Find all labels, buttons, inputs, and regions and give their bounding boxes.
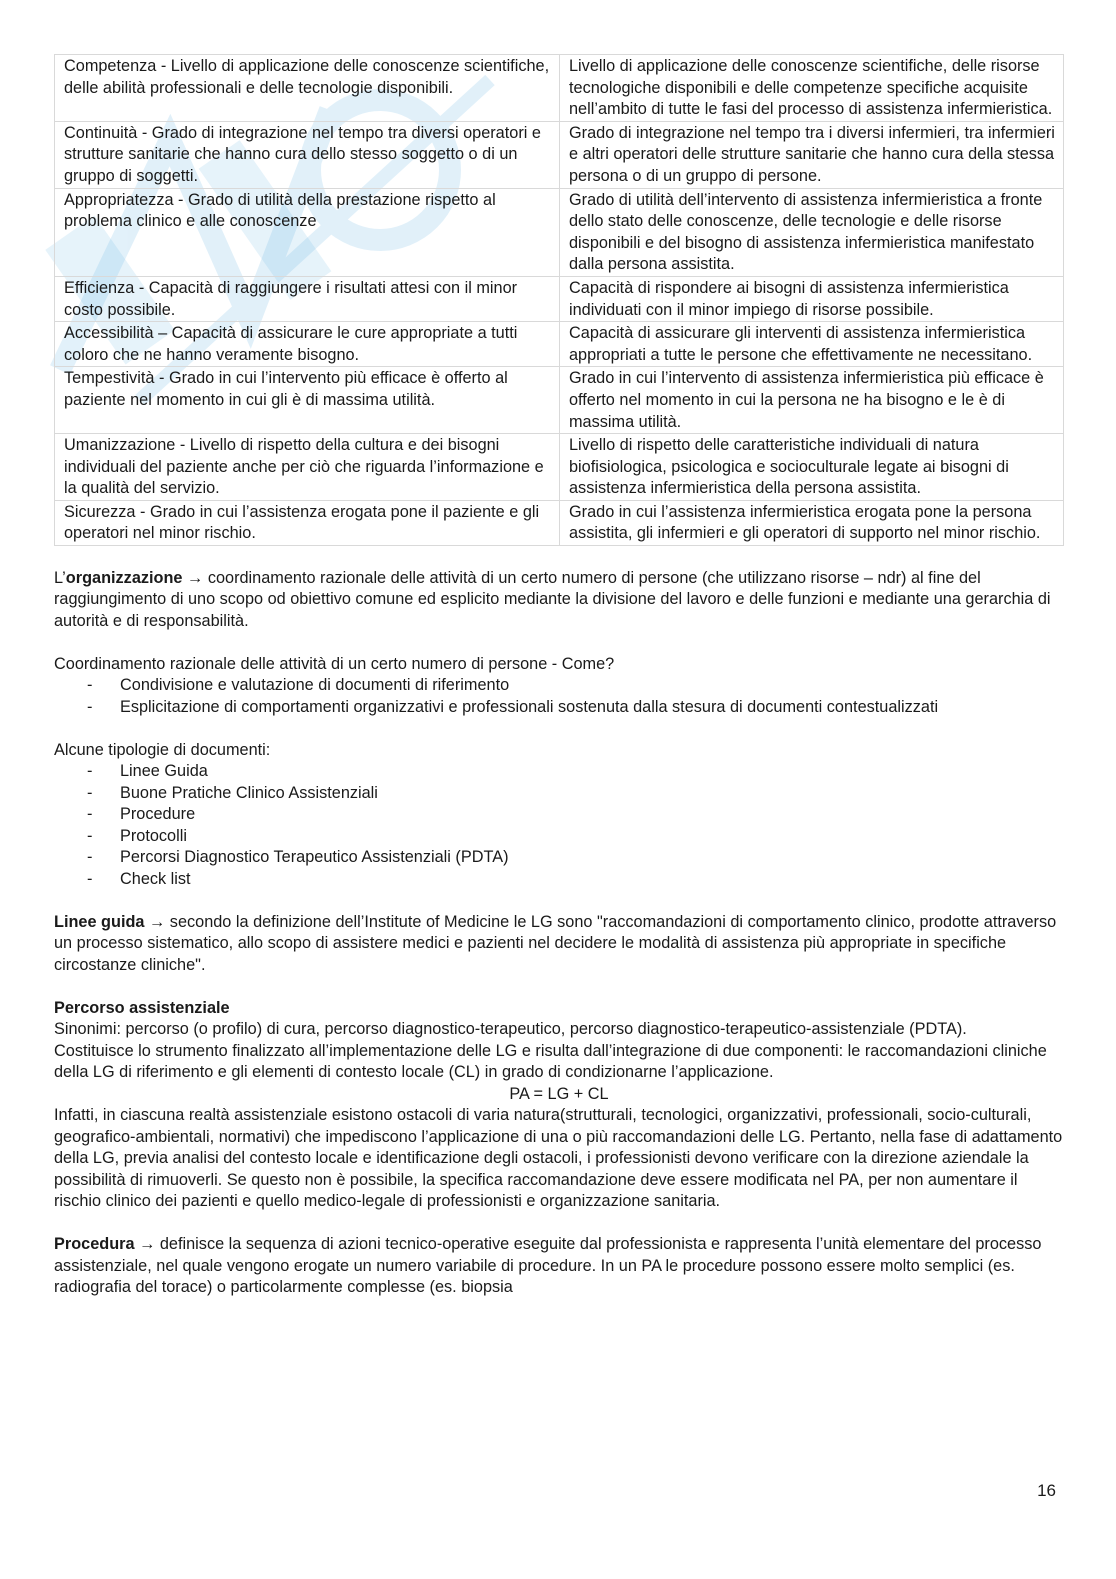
- table-row: [55, 121, 1064, 188]
- table-row: [55, 434, 1064, 501]
- table-cell-nursing-definition: Capacità di assicurare gli interventi di assistenza infermieristica appropriati a tutte le persone che effettivamente ne necessitano.: [560, 322, 1064, 367]
- list-item: - Check list: [54, 869, 1064, 891]
- table-cell-definition: Sicurezza - Grado in cui l’assistenza erogata pone il paziente e gli operatori nel minor rischio.: [55, 500, 560, 545]
- list-item: - Percorsi Diagnostico Terapeutico Assistenziali (PDTA): [54, 847, 1064, 869]
- table-cell-definition: Continuità - Grado di integrazione nel tempo tra diversi operatori e strutture sanitarie che hanno cura dello stesso soggetto o di un gruppo di soggetti.: [55, 121, 560, 188]
- procedura-paragraph: Procedura → definisce la sequenza di azioni tecnico-operative eseguite dal professionista e rappresenta l’unità elementare del processo assistenziale, nel quale vengono erogate un numero variabile di procedure. In un PA le procedure possono essere molto semplici (es. radiografia del torace) o particolarmente complesse (es. biopsia: [54, 1235, 1042, 1297]
- organizzazione-paragraph: L’organizzazione → coordinamento razionale delle attività di un certo numero di persone (che utilizzano risorse – ndr) al fine del raggiungimento di uno scopo od obiettivo comune ed esplicito mediante la divisione del lavoro e delle funzioni e mediante una gerarchia di autorità e di responsabilità.: [54, 568, 1051, 630]
- list-item: - Condivisione e valutazione di documenti di riferimento: [54, 675, 1064, 697]
- table-cell-nursing-definition: Grado in cui l’intervento di assistenza infermieristica più efficace è offerto nel momento in cui la persona ne ha bisogno e le è di massima utilità.: [560, 367, 1064, 434]
- table-row: [55, 188, 1064, 276]
- table-cell-nursing-definition: Grado in cui l’assistenza infermieristica erogata pone la persona assistita, gli infermieri e gli operatori di supporto nel minor rischio.: [560, 500, 1064, 545]
- table-cell-definition: Appropriatezza - Grado di utilità della prestazione rispetto al problema clinico e alle conoscenze: [55, 188, 560, 276]
- table-cell-nursing-definition: Grado di integrazione nel tempo tra i diversi infermieri, tra infermieri e altri operatori delle strutture sanitarie che hanno cura della stessa persona o di un gruppo di persone.: [560, 121, 1064, 188]
- percorso-costituisce: Costituisce lo strumento finalizzato all’implementazione delle LG e risulta dall’integrazione di due componenti: le raccomandazioni cliniche della LG di riferimento e gli elementi di contesto locale (CL) in grado di condizionarne l’applicazione.: [54, 1041, 1047, 1082]
- table-row: [55, 276, 1064, 321]
- table-row: [55, 367, 1064, 434]
- list-item: - Linee Guida: [54, 761, 1064, 783]
- table-row: [55, 500, 1064, 545]
- table-row: [55, 322, 1064, 367]
- list-item: - Protocolli: [54, 826, 1064, 848]
- table-cell-definition: Efficienza - Capacità di raggiungere i risultati attesi con il minor costo possibile.: [55, 276, 560, 321]
- coordinamento-list: [54, 675, 1064, 718]
- table-row: [55, 55, 1064, 122]
- tipologie-list: [54, 761, 1064, 890]
- percorso-sinonimi: Sinonimi: percorso (o profilo) di cura, percorso diagnostico-terapeutico, percorso diagnostico-terapeutico-assistenziale (PDTA).: [54, 1020, 967, 1039]
- table-cell-nursing-definition: Capacità di rispondere ai bisogni di assistenza infermieristica individuati con il minor impiego di risorse possibile.: [560, 276, 1064, 321]
- quality-dimensions-table: [54, 54, 1064, 546]
- procedura-term: Procedura: [54, 1235, 135, 1254]
- table-cell-definition: Tempestività - Grado in cui l’intervento più efficace è offerto al paziente nel momento in cui gli è di massima utilità.: [55, 367, 560, 434]
- coordinamento-intro: Coordinamento razionale delle attività di un certo numero di persone - Come?: [54, 654, 615, 673]
- table-cell-nursing-definition: Livello di applicazione delle conoscenze scientifiche, delle risorse tecnologiche disponibili e delle competenze specifiche acquisite nell’ambito di tutte le fasi del processo di assistenza infermieristica.: [560, 55, 1064, 122]
- page-number: 16: [1037, 1481, 1056, 1500]
- tipologie-intro: Alcune tipologie di documenti:: [54, 740, 271, 759]
- table-cell-definition: Competenza - Livello di applicazione delle conoscenze scientifiche, delle abilità professionali e delle tecnologie disponibili.: [55, 55, 560, 122]
- linee-guida-paragraph: Linee guida → secondo la definizione dell’Institute of Medicine le LG sono "raccomandazioni di comportamento clinico, prodotte attraverso un processo sistematico, allo scopo di assistere medici e pazienti nel decidere le modalità di assistenza più appropriate in specifiche circostanze cliniche".: [54, 912, 1057, 974]
- table-cell-nursing-definition: Grado di utilità dell’intervento di assistenza infermieristica a fronte dello stato delle conoscenze, delle tecnologie e delle risorse disponibili e del bisogno di assistenza infermieristica manifestato dalla persona assistita.: [560, 188, 1064, 276]
- percorso-infatti: Infatti, in ciascuna realtà assistenziale esistono ostacoli di varia natura(strutturali, tecnologici, organizzativi, professionali, socio-culturali, geografico-ambientali, normativi) che impediscono l’applicazione di una o più raccomandazioni delle LG. Pertanto, nella fase di adattamento della LG, previa analisi del contesto locale e identificazione degli ostacoli, i professionisti devono verificare con la direzione aziendale la possibilità di rimuoverli. Se questo non è possibile, la specifica raccomandazione deve essere modificata nel PA, per non aumentare il rischio clinico dei pazienti e quello medico-legale di professionisti e organizzazione sanitaria.: [54, 1106, 1063, 1211]
- list-item: - Esplicitazione di comportamenti organizzativi e professionali sostenuta dalla stesura di documenti contestualizzati: [54, 697, 1064, 719]
- percorso-heading: Percorso assistenziale: [54, 998, 230, 1017]
- linee-guida-term: Linee guida: [54, 912, 145, 931]
- list-item: - Buone Pratiche Clinico Assistenziali: [54, 783, 1064, 805]
- table-cell-nursing-definition: Livello di rispetto delle caratteristiche individuali di natura biofisiologica, psicologica e socioculturale legate ai bisogni di assistenza infermieristica della persona assistita.: [560, 434, 1064, 501]
- list-item: - Procedure: [54, 804, 1064, 826]
- percorso-formula: PA = LG + CL: [509, 1084, 609, 1103]
- table-cell-definition: Accessibilità – Capacità di assicurare le cure appropriate a tutti coloro che ne hanno veramente bisogno.: [55, 322, 560, 367]
- organizzazione-term: organizzazione: [65, 568, 183, 587]
- page-content: [54, 54, 1064, 1299]
- table-cell-definition: Umanizzazione - Livello di rispetto della cultura e dei bisogni individuali del paziente anche per ciò che riguarda l’informazione e la qualità del servizio.: [55, 434, 560, 501]
